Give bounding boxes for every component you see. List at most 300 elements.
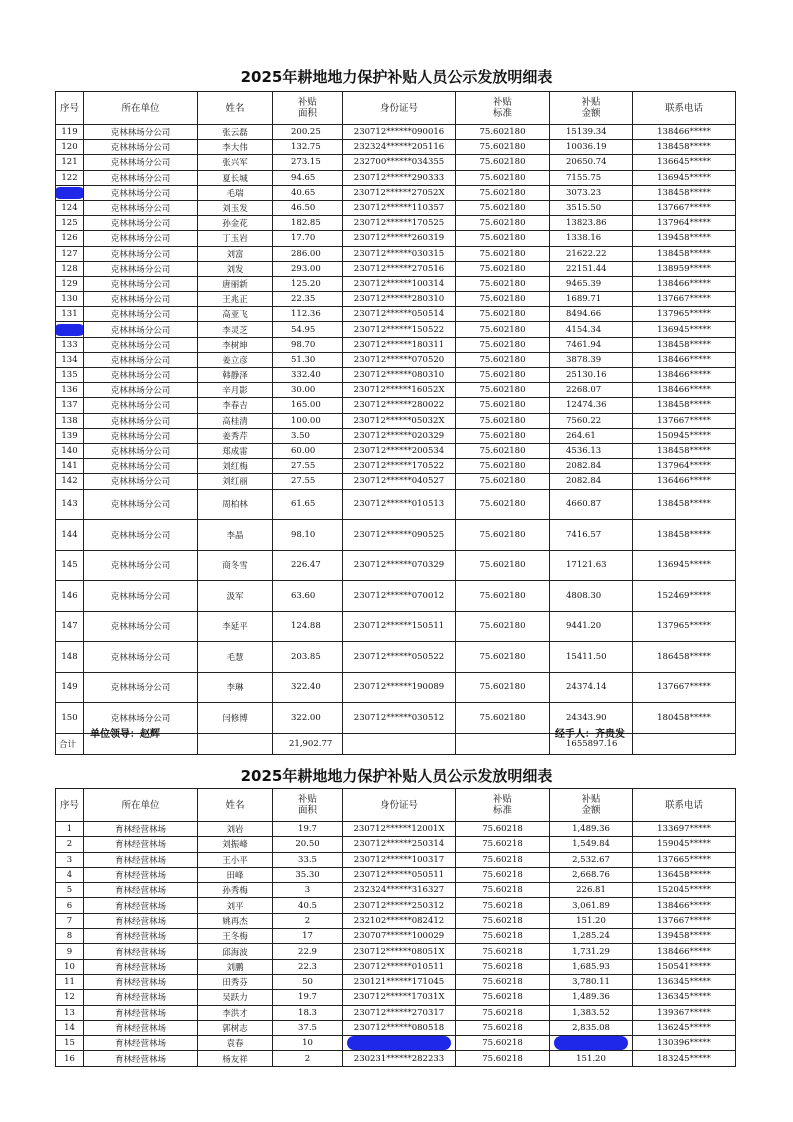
cell-amount: 1,489.36 — [550, 822, 633, 837]
table-row — [56, 852, 736, 867]
cell-unit: 育林经营林场 — [84, 852, 198, 867]
cell-amount: 2,668.76 — [550, 867, 633, 882]
cell-phone: 139458***** — [633, 929, 736, 944]
cell-standard: 75.602180 — [456, 642, 550, 673]
table-row — [56, 837, 736, 852]
cell-seq: 16 — [56, 1051, 84, 1066]
cell-area: 19.7 — [273, 990, 343, 1005]
cell-unit: 克林林场分公司 — [84, 611, 198, 642]
table-row — [56, 368, 736, 383]
cell-name: 田秀芬 — [198, 974, 273, 989]
cell-name: 刘平 — [198, 898, 273, 913]
cell-area: 3.50 — [273, 428, 343, 443]
cell-seq: 145 — [56, 550, 84, 581]
cell-area: 200.25 — [273, 125, 343, 140]
cell-area: 332.40 — [273, 368, 343, 383]
table-row — [56, 822, 736, 837]
cell-name: 刘发 — [198, 261, 273, 276]
cell-area: 293.00 — [273, 261, 343, 276]
cell-phone: 183245***** — [633, 1051, 736, 1066]
table-row — [56, 1020, 736, 1035]
cell-phone: 138458***** — [633, 398, 736, 413]
cell-phone: 137665***** — [633, 852, 736, 867]
cell-standard: 75.602180 — [456, 292, 550, 307]
cell-name: 李琳 — [198, 672, 273, 703]
cell-name: 周柏林 — [198, 489, 273, 520]
cell-standard: 75.602180 — [456, 216, 550, 231]
cell-phone: 180458***** — [633, 703, 736, 734]
cell-phone: 138466***** — [633, 383, 736, 398]
table-row — [56, 959, 736, 974]
cell-seq: 144 — [56, 520, 84, 551]
table2-title: 2025年耕地地力保护补贴人员公示发放明细表 — [240, 767, 553, 785]
cell-seq: 120 — [56, 140, 84, 155]
cell-area: 3 — [273, 883, 343, 898]
cell-area: 112.36 — [273, 307, 343, 322]
cell-name: 郭树志 — [198, 1020, 273, 1035]
cell-standard: 75.602180 — [456, 443, 550, 458]
cell-amount: 1,383.52 — [550, 1005, 633, 1020]
cell-name: 刘红梅 — [198, 459, 273, 474]
cell-phone: 138458***** — [633, 443, 736, 458]
cell-seq: 13 — [56, 1005, 84, 1020]
table-row — [56, 974, 736, 989]
cell-standard: 75.602180 — [456, 231, 550, 246]
cell-name: 刘玉发 — [198, 200, 273, 215]
cell-phone: 133697***** — [633, 822, 736, 837]
cell-id-number: 230712******08051X — [343, 944, 456, 959]
table-row — [56, 944, 736, 959]
cell-standard: 75.60218 — [456, 852, 550, 867]
cell-name: 辛月影 — [198, 383, 273, 398]
cell-name: 王兆正 — [198, 292, 273, 307]
cell-id-number: 230712******040527 — [343, 474, 456, 489]
cell-amount: 1,285.24 — [550, 929, 633, 944]
cell-seq: 147 — [56, 611, 84, 642]
cell-amount: 4536.13 — [550, 443, 633, 458]
redaction-mark — [56, 187, 84, 199]
cell-standard: 75.60218 — [456, 974, 550, 989]
cell-unit: 克林林场分公司 — [84, 703, 198, 734]
cell-standard: 75.602180 — [456, 125, 550, 140]
cell-phone: 138466***** — [633, 368, 736, 383]
cell-id-number: 232700******034355 — [343, 155, 456, 170]
cell-unit: 育林经营林场 — [84, 974, 198, 989]
cell-id-number — [343, 1036, 456, 1051]
handler: 经手人：齐贵发 — [555, 729, 625, 740]
cell-phone: 150945***** — [633, 428, 736, 443]
table-row — [56, 550, 736, 581]
cell-phone: 138458***** — [633, 520, 736, 551]
cell-area: 51.30 — [273, 352, 343, 367]
table-row — [56, 1005, 736, 1020]
cell-standard: 75.602180 — [456, 398, 550, 413]
cell-id-number: 230712******150522 — [343, 322, 456, 337]
cell-id-number: 230712******05032X — [343, 413, 456, 428]
cell-seq — [56, 185, 84, 200]
cell-seq: 141 — [56, 459, 84, 474]
cell-id-number: 230121******171045 — [343, 974, 456, 989]
cell-unit: 克林林场分公司 — [84, 672, 198, 703]
cell-id-number: 230712******260319 — [343, 231, 456, 246]
cell-amount: 1,731.29 — [550, 944, 633, 959]
table-row — [56, 261, 736, 276]
cell-seq: 128 — [56, 261, 84, 276]
cell-seq: 7 — [56, 913, 84, 928]
table-header-row — [56, 92, 736, 125]
cell-id-number: 232324******205116 — [343, 140, 456, 155]
cell-standard: 75.602180 — [456, 246, 550, 261]
cell-phone: 137965***** — [633, 307, 736, 322]
cell-phone: 139458***** — [633, 231, 736, 246]
cell-amount: 24343.90 — [550, 703, 633, 734]
cell-name: 李晶 — [198, 520, 273, 551]
cell-area: 60.00 — [273, 443, 343, 458]
cell-name: 张兴军 — [198, 155, 273, 170]
cell-name: 夏长城 — [198, 170, 273, 185]
cell-standard: 75.602180 — [456, 459, 550, 474]
table-row — [56, 185, 736, 200]
cell-name: 刘富 — [198, 246, 273, 261]
cell-seq: 131 — [56, 307, 84, 322]
cell-amount: 20650.74 — [550, 155, 633, 170]
cell-amount: 24374.14 — [550, 672, 633, 703]
cell-seq: 5 — [56, 883, 84, 898]
cell-area: 10 — [273, 1036, 343, 1051]
cell-unit: 育林经营林场 — [84, 1005, 198, 1020]
header-id-number: 身份证号 — [343, 789, 456, 822]
cell-seq: 149 — [56, 672, 84, 703]
cell-unit: 克林林场分公司 — [84, 474, 198, 489]
unit-leader: 单位领导：赵辉 — [90, 729, 160, 740]
header-name: 姓名 — [198, 789, 273, 822]
table-row — [56, 383, 736, 398]
cell-id-number: 230712******050511 — [343, 867, 456, 882]
cell-seq: 8 — [56, 929, 84, 944]
cell-seq: 12 — [56, 990, 84, 1005]
cell-area: 19.7 — [273, 822, 343, 837]
header-standard: 补贴 标准 — [456, 789, 550, 822]
cell-area: 61.65 — [273, 489, 343, 520]
cell-phone: 137965***** — [633, 611, 736, 642]
cell-phone: 130396***** — [633, 1036, 736, 1051]
cell-standard: 75.602180 — [456, 155, 550, 170]
cell-amount: 2,532.67 — [550, 852, 633, 867]
cell-standard: 75.602180 — [456, 611, 550, 642]
header-amount: 补贴 金额 — [550, 92, 633, 125]
cell-phone: 136945***** — [633, 322, 736, 337]
cell-name: 李洪才 — [198, 1005, 273, 1020]
header-unit: 所在单位 — [84, 92, 198, 125]
cell-unit: 克林林场分公司 — [84, 443, 198, 458]
cell-unit: 克林林场分公司 — [84, 276, 198, 291]
table-row — [56, 913, 736, 928]
cell-phone: 136345***** — [633, 990, 736, 1005]
cell-amount: 9441.20 — [550, 611, 633, 642]
cell-amount: 1,549.84 — [550, 837, 633, 852]
cell-standard: 75.602180 — [456, 337, 550, 352]
table-row — [56, 1051, 736, 1066]
table-row — [56, 520, 736, 551]
cell-name: 王冬梅 — [198, 929, 273, 944]
cell-area: 40.5 — [273, 898, 343, 913]
table-row — [56, 292, 736, 307]
cell-name: 高桂清 — [198, 413, 273, 428]
cell-unit: 克林林场分公司 — [84, 642, 198, 673]
cell-amount: 151.20 — [550, 1051, 633, 1066]
cell-area: 124.88 — [273, 611, 343, 642]
table-row — [56, 459, 736, 474]
cell-id-number: 230712******020329 — [343, 428, 456, 443]
cell-name: 刘岩 — [198, 822, 273, 837]
cell-standard: 75.602180 — [456, 581, 550, 612]
table-row — [56, 276, 736, 291]
cell-seq: 1 — [56, 822, 84, 837]
cell-area: 22.3 — [273, 959, 343, 974]
cell-name: 郑成雷 — [198, 443, 273, 458]
cell-standard: 75.60218 — [456, 913, 550, 928]
cell-seq: 121 — [56, 155, 84, 170]
cell-phone: 138458***** — [633, 337, 736, 352]
table-row — [56, 867, 736, 882]
cell-standard: 75.602180 — [456, 352, 550, 367]
total-amount: 1655897.16 — [550, 733, 633, 754]
cell-area: 98.10 — [273, 520, 343, 551]
table-row — [56, 246, 736, 261]
cell-name: 杨友祥 — [198, 1051, 273, 1066]
cell-name: 高亚飞 — [198, 307, 273, 322]
table-row — [56, 611, 736, 642]
cell-seq: 133 — [56, 337, 84, 352]
cell-area: 33.5 — [273, 852, 343, 867]
cell-amount: 7155.75 — [550, 170, 633, 185]
cell-unit: 克林林场分公司 — [84, 155, 198, 170]
cell-seq: 142 — [56, 474, 84, 489]
cell-unit: 育林经营林场 — [84, 867, 198, 882]
cell-amount: 10036.19 — [550, 140, 633, 155]
cell-standard: 75.602180 — [456, 672, 550, 703]
cell-area: 54.95 — [273, 322, 343, 337]
cell-name: 李树坤 — [198, 337, 273, 352]
cell-standard: 75.602180 — [456, 383, 550, 398]
cell-standard: 75.602180 — [456, 703, 550, 734]
cell-unit: 育林经营林场 — [84, 1051, 198, 1066]
cell-unit: 育林经营林场 — [84, 959, 198, 974]
table-row — [56, 1036, 736, 1051]
total-label: 合计 — [56, 733, 84, 754]
cell-seq: 135 — [56, 368, 84, 383]
cell-area: 100.00 — [273, 413, 343, 428]
cell-unit: 克林林场分公司 — [84, 170, 198, 185]
header-amount: 补贴 金额 — [550, 789, 633, 822]
cell-unit: 育林经营林场 — [84, 990, 198, 1005]
cell-id-number: 230712******150511 — [343, 611, 456, 642]
redaction-mark — [554, 1036, 628, 1050]
cell-phone: 136245***** — [633, 1020, 736, 1035]
cell-area: 20.50 — [273, 837, 343, 852]
cell-seq: 137 — [56, 398, 84, 413]
cell-seq: 125 — [56, 216, 84, 231]
table-row — [56, 307, 736, 322]
cell-area: 94.65 — [273, 170, 343, 185]
cell-amount — [550, 1036, 633, 1051]
table-row — [56, 413, 736, 428]
empty-cell — [456, 733, 550, 754]
table-row — [56, 231, 736, 246]
cell-seq: 143 — [56, 489, 84, 520]
table-row — [56, 474, 736, 489]
cell-id-number: 230712******16052X — [343, 383, 456, 398]
header-name: 姓名 — [198, 92, 273, 125]
cell-id-number: 230712******050522 — [343, 642, 456, 673]
table-row — [56, 125, 736, 140]
cell-area: 286.00 — [273, 246, 343, 261]
cell-unit: 克林林场分公司 — [84, 292, 198, 307]
header-seq: 序号 — [56, 789, 84, 822]
cell-area: 46.50 — [273, 200, 343, 215]
cell-standard: 75.60218 — [456, 1051, 550, 1066]
header-standard: 补贴 标准 — [456, 92, 550, 125]
cell-unit: 克林林场分公司 — [84, 352, 198, 367]
cell-unit: 克林林场分公司 — [84, 398, 198, 413]
cell-id-number: 230712******090016 — [343, 125, 456, 140]
cell-unit: 克林林场分公司 — [84, 200, 198, 215]
cell-id-number: 230712******110357 — [343, 200, 456, 215]
cell-id-number: 230712******250312 — [343, 898, 456, 913]
redaction-mark — [347, 1036, 451, 1050]
cell-id-number: 230712******010511 — [343, 959, 456, 974]
cell-phone: 136945***** — [633, 550, 736, 581]
cell-name: 丁玉岩 — [198, 231, 273, 246]
cell-phone: 152045***** — [633, 883, 736, 898]
table-header-row — [56, 789, 736, 822]
cell-unit: 育林经营林场 — [84, 1036, 198, 1051]
cell-amount: 22151.44 — [550, 261, 633, 276]
cell-seq: 130 — [56, 292, 84, 307]
cell-amount: 2082.84 — [550, 459, 633, 474]
cell-amount: 4154.34 — [550, 322, 633, 337]
cell-id-number: 230712******190089 — [343, 672, 456, 703]
cell-seq: 150 — [56, 703, 84, 734]
cell-id-number: 232324******316327 — [343, 883, 456, 898]
cell-name: 袁春 — [198, 1036, 273, 1051]
cell-standard: 75.60218 — [456, 837, 550, 852]
cell-name: 闫修博 — [198, 703, 273, 734]
cell-id-number: 230712******170522 — [343, 459, 456, 474]
cell-amount: 3073.23 — [550, 185, 633, 200]
cell-area: 50 — [273, 974, 343, 989]
cell-phone: 137964***** — [633, 216, 736, 231]
table-row — [56, 883, 736, 898]
cell-unit: 育林经营林场 — [84, 913, 198, 928]
cell-name: 刘红丽 — [198, 474, 273, 489]
cell-standard: 75.60218 — [456, 1036, 550, 1051]
cell-name: 田峰 — [198, 867, 273, 882]
cell-amount: 2082.84 — [550, 474, 633, 489]
cell-seq: 11 — [56, 974, 84, 989]
cell-amount: 21622.22 — [550, 246, 633, 261]
cell-standard: 75.60218 — [456, 959, 550, 974]
cell-amount: 3878.39 — [550, 352, 633, 367]
table1-title: 2025年耕地地力保护补贴人员公示发放明细表 — [240, 68, 553, 86]
cell-name: 韩静泽 — [198, 368, 273, 383]
table-row — [56, 672, 736, 703]
cell-id-number: 230712******100314 — [343, 276, 456, 291]
table-row — [56, 929, 736, 944]
cell-seq: 9 — [56, 944, 84, 959]
cell-name: 李大伟 — [198, 140, 273, 155]
cell-seq: 129 — [56, 276, 84, 291]
cell-amount: 4808.30 — [550, 581, 633, 612]
cell-area: 30.00 — [273, 383, 343, 398]
cell-amount: 151.20 — [550, 913, 633, 928]
cell-standard: 75.60218 — [456, 1005, 550, 1020]
cell-standard: 75.602180 — [456, 413, 550, 428]
cell-amount: 17121.63 — [550, 550, 633, 581]
header-phone: 联系电话 — [633, 789, 736, 822]
cell-name: 唐丽新 — [198, 276, 273, 291]
cell-seq: 126 — [56, 231, 84, 246]
cell-area: 27.55 — [273, 459, 343, 474]
cell-standard: 75.602180 — [456, 322, 550, 337]
cell-unit: 育林经营林场 — [84, 929, 198, 944]
cell-standard: 75.60218 — [456, 1020, 550, 1035]
cell-id-number: 230712******180311 — [343, 337, 456, 352]
cell-area: 27.55 — [273, 474, 343, 489]
cell-id-number: 230712******090525 — [343, 520, 456, 551]
cell-seq: 2 — [56, 837, 84, 852]
table-row — [56, 200, 736, 215]
cell-name: 王小平 — [198, 852, 273, 867]
cell-amount: 3,061.89 — [550, 898, 633, 913]
cell-unit: 育林经营林场 — [84, 898, 198, 913]
cell-name: 姜立彦 — [198, 352, 273, 367]
cell-area: 132.75 — [273, 140, 343, 155]
cell-seq: 127 — [56, 246, 84, 261]
cell-seq: 134 — [56, 352, 84, 367]
cell-amount: 8494.66 — [550, 307, 633, 322]
cell-standard: 75.602180 — [456, 428, 550, 443]
subsidy-table-2 — [55, 788, 736, 1067]
cell-amount: 7416.57 — [550, 520, 633, 551]
header-phone: 联系电话 — [633, 92, 736, 125]
cell-name: 吴跃力 — [198, 990, 273, 1005]
header-id-number: 身份证号 — [343, 92, 456, 125]
cell-unit: 育林经营林场 — [84, 883, 198, 898]
cell-phone: 137667***** — [633, 672, 736, 703]
cell-amount: 7560.22 — [550, 413, 633, 428]
table-row — [56, 898, 736, 913]
cell-id-number: 230712******050514 — [343, 307, 456, 322]
cell-id-number: 230712******17031X — [343, 990, 456, 1005]
cell-phone: 138458***** — [633, 140, 736, 155]
cell-unit: 育林经营林场 — [84, 837, 198, 852]
cell-seq: 119 — [56, 125, 84, 140]
cell-id-number: 230712******270317 — [343, 1005, 456, 1020]
cell-standard: 75.60218 — [456, 898, 550, 913]
cell-phone: 138466***** — [633, 944, 736, 959]
cell-unit: 克林林场分公司 — [84, 125, 198, 140]
cell-phone: 138458***** — [633, 246, 736, 261]
cell-seq: 136 — [56, 383, 84, 398]
cell-seq: 10 — [56, 959, 84, 974]
cell-area: 63.60 — [273, 581, 343, 612]
cell-unit: 克林林场分公司 — [84, 489, 198, 520]
cell-standard: 75.60218 — [456, 822, 550, 837]
cell-name: 刘振峰 — [198, 837, 273, 852]
cell-phone: 138466***** — [633, 276, 736, 291]
cell-id-number: 230712******070520 — [343, 352, 456, 367]
